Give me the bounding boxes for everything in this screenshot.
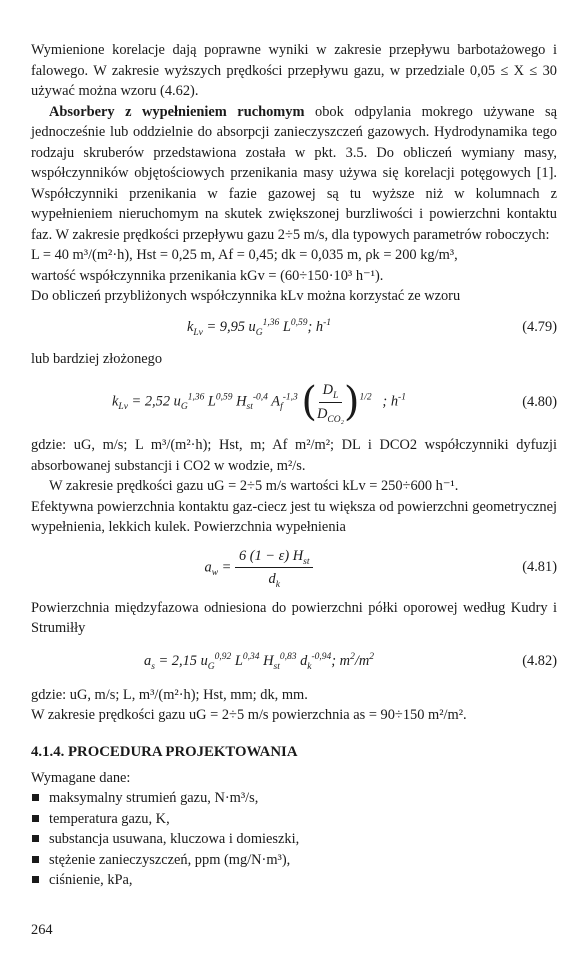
list-item: stężenie zanieczyszczeń, ppm (mg/N·m³), [31, 850, 557, 871]
page-number: 264 [31, 922, 53, 938]
kgv-value-line: wartość współczynnika przenikania kGv = (60÷150·10³ h⁻¹). [31, 267, 384, 284]
list-item: ciśnienie, kPa, [31, 870, 557, 891]
paragraph-or-more-complex: lub bardziej złożonego [31, 350, 163, 367]
paragraph-as-range: W zakresie prędkości gazu uG = 2÷5 m/s powierzchnia as = 90÷150 m²/m². [31, 707, 467, 723]
operating-parameters-line: L = 40 m³/(m²·h), Hst = 0,25 m, Af = 0,45; dk = 0,035 m, ρk = 200 kg/m³, [31, 247, 458, 263]
equation-4-81-number: (4.81) [522, 559, 557, 576]
paragraph-where-2: gdzie: uG, m/s; L, m³/(m²·h); Hst, mm; dk, mm. [31, 686, 308, 703]
paragraph-correlations: Wymienione korelacje dają poprawne wyniki w zakresie przepływu barbotażowego i falowego. W zakresie wyższych prędkości przepływu gazu, w przedziale 0,05 ≤ X ≤ 30 używać można wzoru (4.62). [31, 42, 557, 99]
equation-4-81 [31, 538, 557, 598]
equation-4-79-body: $k_{Lv} = 9,95$ $u_G^{1,36}$ L$^{0,59}$; $h^{-1}$ [186, 318, 332, 339]
list-item: substancja usuwana, kluczowa i domieszki, [31, 829, 557, 850]
equation-4-80-number: (4.80) [522, 393, 557, 410]
list-item: maksymalny strumień gazu, N·m³/s, [31, 788, 557, 809]
required-data-label: Wymagane dane: [31, 769, 131, 786]
equation-4-80 [31, 369, 557, 435]
equation-4-79 [31, 307, 557, 349]
equation-4-79-number: (4.79) [522, 319, 557, 336]
paragraph-interfacial-surface: Powierzchnia międzyfazowa odniesiona do powierzchni półki oporowej według Kudry i Strumiłły [31, 599, 557, 636]
equation-4-82-number: (4.82) [522, 653, 557, 670]
bullet-square-icon [32, 815, 39, 822]
equation-4-82-body: $a_s = 2,15$ $u_G^{0,92}$ L$^{0,34}$ $H_{st}^{0,83}$ $d_k^{-0,94}$; $m^2/m^2$ [143, 652, 374, 673]
bullet-square-icon [32, 856, 39, 863]
paragraph-approx-formula: Do obliczeń przybliżonych współczynnika kLv można korzystać ze wzoru [31, 288, 461, 304]
paragraph-moving-packing [31, 102, 557, 246]
required-data-list [31, 788, 557, 891]
equation-4-81-body: $a_w$ = $\frac{6 (1 - \varepsilon) H_{st}}{d_k}$ [31, 546, 487, 590]
bullet-square-icon [32, 835, 39, 842]
paragraph-moving-packing-text: obok odpylania mokrego używane są jednocześnie lub oddzielnie do absorpcji zanieczyszczeń gazowych. Hydrodynamika tego rodzaju skruberów przedstawiona została w pkt. 3.5. Do obliczeń wymiany masy, współczynników objętościowych przenikania masy używa się korelacji potęgowych [1]. Współczynniki przenikania w fazie gazowej są tu wyższe niż w kolumnach z wypełnieniem nieruchomym na skutek zwiększonej burzliwości i powierzchni kontaktu faz. W zakresie prędkości przepływu gazu 2÷5 m/s, dla typowych parametrów roboczych: [31, 103, 557, 243]
list-item: temperatura gazu, K, [31, 809, 557, 830]
page-content [31, 40, 557, 891]
paragraph-effective-surface: Efektywna powierzchnia kontaktu gaz-ciecz jest tu większa od powierzchni geometrycznej wypełnienia, lekkich kulek. Powierzchnia wypełnienia [31, 498, 557, 535]
paragraph-bold-lead: Absorbery z wypełnieniem ruchomym [49, 103, 305, 120]
paragraph-where-1: gdzie: uG, m/s; L m³/(m²·h); Hst, m; Af m²/m²; DL i DCO2 współczynniki dyfuzji absorbowanej substancji i CO2 w wodzie, m²/s. [31, 437, 557, 474]
paragraph-klv-range: W zakresie prędkości gazu uG = 2÷5 m/s wartości kLv = 250÷600 h⁻¹. [49, 478, 459, 494]
bullet-square-icon [32, 794, 39, 801]
equation-4-82 [31, 639, 557, 685]
equation-4-80-body: $k_{Lv} = 2,52$ $u_G^{1,36}$ L$^{0,59}$ $H_{st}^{-0,4}$ $A_f^{-1,3}$ ( $\frac{D_L}{D_{CO_2}}$ )$^{1/2}$ ; $h^{-1}$ [112, 379, 406, 425]
bullet-square-icon [32, 876, 39, 883]
section-heading: 4.1.4. PROCEDURA PROJEKTOWANIA [31, 743, 298, 760]
